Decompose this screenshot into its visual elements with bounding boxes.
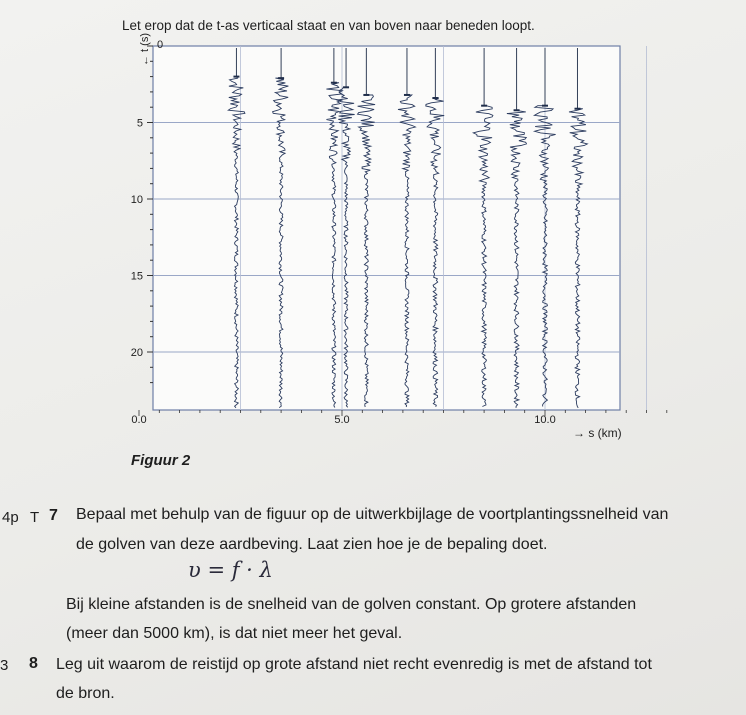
question-8-points: 3 bbox=[0, 657, 9, 674]
question-7-line-2: de golven van deze aardbeving. Laat zien hoe je de bepaling doet. bbox=[76, 536, 548, 553]
figure-intro-text: Let erop dat de t-as verticaal staat en van boven naar beneden loopt. bbox=[122, 18, 535, 33]
x-tick-label: 10.0 bbox=[534, 414, 556, 426]
context-line-2: (meer dan 5000 km), is dat niet meer het geval. bbox=[66, 625, 403, 642]
question-7-tag: T bbox=[30, 509, 40, 526]
x-tick-label: 0.0 bbox=[131, 414, 147, 426]
y-tick-label: 0 bbox=[156, 39, 164, 51]
question-8-number: 8 bbox=[29, 655, 38, 672]
x-axis-label: → s (km) bbox=[573, 426, 622, 440]
question-8-line-2: de bron. bbox=[56, 685, 115, 702]
y-tick-label: 5 bbox=[136, 117, 143, 130]
question-8-line-1: Leg uit waarom de reistijd op grote afstand niet recht evenredig is met de afstand tot bbox=[56, 656, 652, 673]
x-tick-label: 5.0 bbox=[334, 414, 350, 426]
figure-caption: Figuur 2 bbox=[131, 452, 191, 469]
y-tick-label: 10 bbox=[130, 194, 143, 206]
question-7-points: 4p bbox=[2, 509, 19, 526]
handwritten-formula: υ = f · λ bbox=[188, 558, 273, 582]
question-7-number: 7 bbox=[49, 507, 58, 524]
y-tick-label: 20 bbox=[130, 347, 143, 359]
question-7-line-1: Bepaal met behulp van de figuur op de uitwerkbijlage de voortplantingssnelheid van bbox=[76, 506, 669, 523]
y-tick-label: 15 bbox=[130, 270, 143, 283]
plot-frame bbox=[153, 46, 620, 410]
context-line-1: Bij kleine afstanden is de snelheid van de golven constant. Op grotere afstanden bbox=[66, 596, 637, 613]
y-axis-label: ← t (s) bbox=[139, 33, 151, 66]
